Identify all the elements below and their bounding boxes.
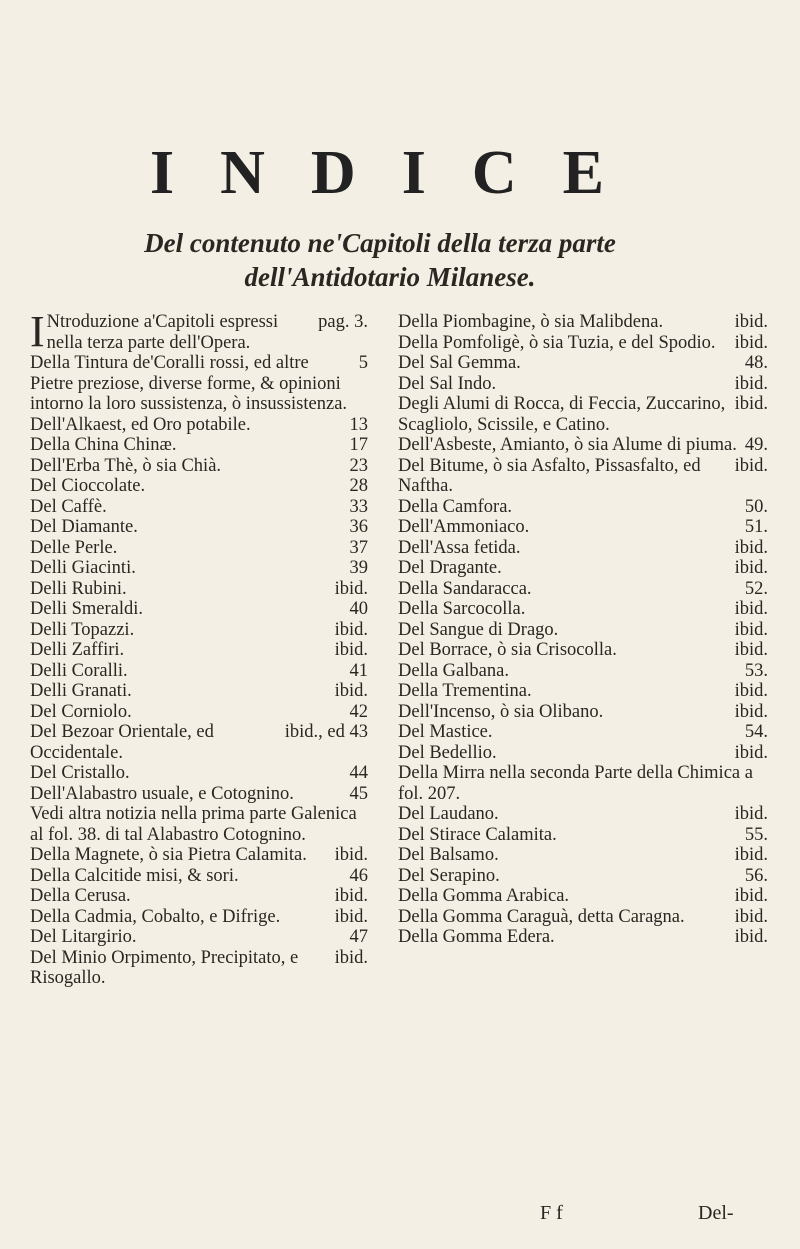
index-entry: [398, 517, 768, 538]
entry-page: ibid.: [334, 578, 368, 599]
entry-page: 50.: [744, 496, 768, 517]
index-entry: [30, 456, 368, 477]
entry-text: Del Borrace, ò sia Crisocolla.: [398, 640, 617, 660]
index-entry: [398, 927, 768, 948]
index-entry: [398, 681, 768, 702]
entry-page: 47: [349, 927, 368, 947]
entry-page: 33: [349, 496, 368, 517]
index-entry: [30, 435, 368, 456]
index-entry: [398, 886, 768, 907]
entry-text: Della Piombagine, ò sia Malibdena.: [398, 312, 664, 332]
entry-page: 13: [349, 414, 368, 435]
index-entry: [30, 517, 368, 538]
entry-page: ibid.: [734, 558, 768, 578]
index-entry: [398, 845, 768, 866]
index-entry: [398, 456, 768, 497]
entry-page: 55.: [744, 824, 768, 845]
entry-text: Della Trementina.: [398, 681, 532, 701]
entry-text: Dell'Alabastro usuale, e Cotognino.: [30, 783, 294, 804]
entry-page: ibid.: [334, 886, 368, 906]
index-entry: [398, 374, 768, 395]
entry-page: ibid.: [734, 455, 768, 476]
entry-text: Vedi altra notizia nella prima parte Galenica al fol. 38. di tal Alabastro Cotognino.: [30, 804, 357, 845]
entry-page: 41: [349, 660, 368, 681]
entry-page: 52.: [744, 578, 768, 599]
index-entry: [30, 927, 368, 948]
entry-text: Dell'Incenso, ò sia Olibano.: [398, 701, 604, 722]
index-entry: [30, 558, 368, 579]
entry-text: Delli Giacinti.: [30, 558, 136, 578]
entry-text: Delli Coralli.: [30, 660, 128, 681]
index-entry: [398, 825, 768, 846]
entry-page: ibid.: [734, 845, 768, 865]
entry-text: Della Sarcocolla.: [398, 599, 526, 619]
index-entry: [30, 948, 368, 989]
entry-page: ibid.: [734, 640, 768, 660]
entry-page: ibid.: [734, 701, 768, 722]
index-entry: [30, 579, 368, 600]
entry-text: Della Cadmia, Cobalto, e Difrige.: [30, 906, 281, 927]
entry-page: ibid.: [734, 804, 768, 824]
index-entry: [30, 886, 368, 907]
index-entry: [30, 497, 368, 518]
index-entry: [398, 394, 768, 435]
entry-text: Del Sal Indo.: [398, 373, 497, 394]
signature-mark: F f: [540, 1202, 563, 1224]
entry-page: 49.: [744, 435, 768, 455]
index-entry: [30, 722, 368, 763]
entry-text: Della Camfora.: [398, 496, 513, 517]
entry-page: ibid.: [734, 332, 768, 353]
entry-page: 42: [349, 701, 368, 722]
entry-text: Del Sal Gemma.: [398, 353, 521, 373]
entry-text: Della Gomma Edera.: [398, 927, 555, 947]
index-entry: [398, 579, 768, 600]
page-title: INDICE: [150, 139, 650, 207]
index-entry: [30, 845, 368, 866]
entry-text: Della Pomfoligè, ò sia Tuzia, e del Spodio.: [398, 332, 716, 353]
index-entry: [398, 640, 768, 661]
entry-page: ibid.: [734, 619, 768, 640]
index-entry: [30, 763, 368, 784]
entry-page: 51.: [744, 517, 768, 537]
entry-text: Del Caffè.: [30, 496, 107, 517]
entry-text: Dell'Alkaest, ed Oro potabile.: [30, 414, 251, 435]
subtitle-line-1: Del contenuto ne'Capitoli della terza parte: [144, 228, 616, 258]
catchword: Del-: [698, 1202, 734, 1224]
index-entry: [398, 312, 768, 333]
entry-page: 53.: [744, 660, 768, 681]
entry-page: ibid.: [734, 886, 768, 906]
index-entry: [398, 497, 768, 518]
entry-text: Del Stirace Calamita.: [398, 824, 557, 845]
index-entry: [398, 866, 768, 887]
entry-page: 45: [349, 783, 368, 804]
index-entry: [30, 307, 368, 356]
entry-text: Del Laudano.: [398, 804, 499, 824]
entry-text: Dell'Asbeste, Amianto, ò sia Alume di piuma.: [398, 435, 737, 455]
index-entry: [30, 681, 368, 702]
entry-page: ibid.: [334, 681, 368, 701]
entry-page: ibid.: [734, 394, 768, 414]
entry-page: 48.: [744, 353, 768, 373]
entry-page: 23: [349, 455, 368, 476]
entry-text: Delli Smeraldi.: [30, 599, 144, 619]
entry-text: Della Mirra nella seconda Parte della Chimica a fol. 207.: [398, 763, 753, 804]
entry-text: Del Sangue di Drago.: [398, 619, 559, 640]
entry-page: pag. 3.: [318, 312, 368, 332]
entry-text: Della Calcitide misi, & sori.: [30, 865, 239, 886]
left-column: [30, 307, 368, 989]
entry-text: Del Minio Orpimento, Precipitato, e Risogallo.: [30, 947, 299, 988]
entry-text: Delli Granati.: [30, 681, 132, 701]
index-entry: [30, 661, 368, 682]
index-entry: [30, 620, 368, 641]
entry-page: 39: [349, 558, 368, 578]
entry-text: Del Corniolo.: [30, 701, 132, 722]
entry-page: ibid.: [734, 927, 768, 947]
index-entry: [30, 702, 368, 723]
right-column: [398, 312, 768, 948]
index-entry: [398, 702, 768, 723]
index-entry: [30, 476, 368, 497]
entry-page: ibid.: [734, 373, 768, 394]
index-entry: [398, 661, 768, 682]
entry-text: Delle Perle.: [30, 537, 118, 558]
index-entry: [398, 763, 768, 804]
entry-page: 36: [349, 517, 368, 537]
entry-text: Dell'Erba Thè, ò sia Chià.: [30, 455, 222, 476]
index-entry: [398, 435, 768, 456]
index-entry: [30, 640, 368, 661]
index-entry: [398, 558, 768, 579]
entry-text: Dell'Ammoniaco.: [398, 517, 530, 537]
entry-text: Della Galbana.: [398, 660, 509, 681]
entry-text: Della China Chinæ.: [30, 435, 177, 455]
entry-page: ibid.: [734, 742, 768, 763]
entry-text: Della Tintura de'Coralli rossi, ed altre Pietre preziose, diverse forme, & opinioni intorno la loro sussistenza, ò insussistenza.: [30, 353, 348, 414]
entry-page: ibid.: [334, 947, 368, 968]
entry-page: 17: [349, 435, 368, 455]
index-entry: [30, 804, 368, 845]
index-entry: [398, 743, 768, 764]
entry-text: Del Dragante.: [398, 558, 502, 578]
entry-text: Della Magnete, ò sia Pietra Calamita.: [30, 845, 307, 865]
entry-text: Del Bezoar Orientale, ed Occidentale.: [30, 722, 214, 763]
entry-text: Del Cioccolate.: [30, 476, 146, 496]
index-entry: [398, 804, 768, 825]
entry-page: ibid.: [734, 537, 768, 558]
index-entry: [398, 722, 768, 743]
entry-text: Del Cristallo.: [30, 763, 130, 783]
entry-page: 37: [349, 537, 368, 558]
entry-page: ibid.: [334, 845, 368, 865]
index-entry: [30, 907, 368, 928]
entry-text: Del Litargirio.: [30, 927, 137, 947]
entry-page: 40: [349, 599, 368, 619]
index-entry: [30, 784, 368, 805]
entry-page: 54.: [744, 722, 768, 742]
entry-text: Del Mastice.: [398, 722, 493, 742]
index-entry: [30, 353, 368, 415]
index-entry: [30, 599, 368, 620]
entry-page: ibid.: [334, 906, 368, 927]
index-entry: [30, 538, 368, 559]
entry-page: ibid., ed 43: [284, 722, 368, 742]
entry-text: Del Balsamo.: [398, 845, 499, 865]
entry-text: Degli Alumi di Rocca, di Feccia, Zuccarino, Scagliolo, Scissile, e Catino.: [398, 394, 726, 435]
entry-text: Del Bitume, ò sia Asfalto, Pissasfalto, ed Naftha.: [398, 455, 701, 496]
index-entry: [398, 599, 768, 620]
entry-text: Della Cerusa.: [30, 886, 131, 906]
entry-text: Della Gomma Arabica.: [398, 886, 570, 906]
entry-text: Delli Zaffiri.: [30, 640, 125, 660]
drop-cap: I: [30, 307, 45, 356]
index-entry: [398, 907, 768, 928]
entry-page: 56.: [744, 865, 768, 886]
entry-page: ibid.: [734, 681, 768, 701]
subtitle-line-2: dell'Antidotario Milanese.: [244, 262, 536, 292]
entry-text: Del Diamante.: [30, 517, 138, 537]
entry-text: Della Sandaracca.: [398, 578, 532, 599]
entry-page: ibid.: [734, 312, 768, 332]
index-entry: [398, 538, 768, 559]
index-entry: [30, 866, 368, 887]
index-entry: [30, 415, 368, 436]
entry-text: Del Serapino.: [398, 865, 500, 886]
entry-text: Dell'Assa fetida.: [398, 537, 521, 558]
entry-text: Del Bedellio.: [398, 742, 497, 763]
entry-page: 5: [358, 353, 368, 373]
entry-text: Della Gomma Caraguà, detta Caragna.: [398, 906, 685, 927]
index-entry: [398, 353, 768, 374]
entry-page: ibid.: [734, 906, 768, 927]
entry-page: ibid.: [334, 619, 368, 640]
entry-text: Delli Rubini.: [30, 578, 127, 599]
entry-page: ibid.: [334, 640, 368, 660]
entry-text: Delli Topazzi.: [30, 619, 135, 640]
entry-page: 46: [349, 865, 368, 886]
entry-page: 28: [349, 476, 368, 496]
entry-text: Ntroduzione a'Capitoli espressi nella terza parte dell'Opera.: [46, 312, 279, 353]
index-entry: [398, 620, 768, 641]
entry-page: ibid.: [734, 599, 768, 619]
entry-page: 44: [349, 763, 368, 783]
index-entry: [398, 333, 768, 354]
